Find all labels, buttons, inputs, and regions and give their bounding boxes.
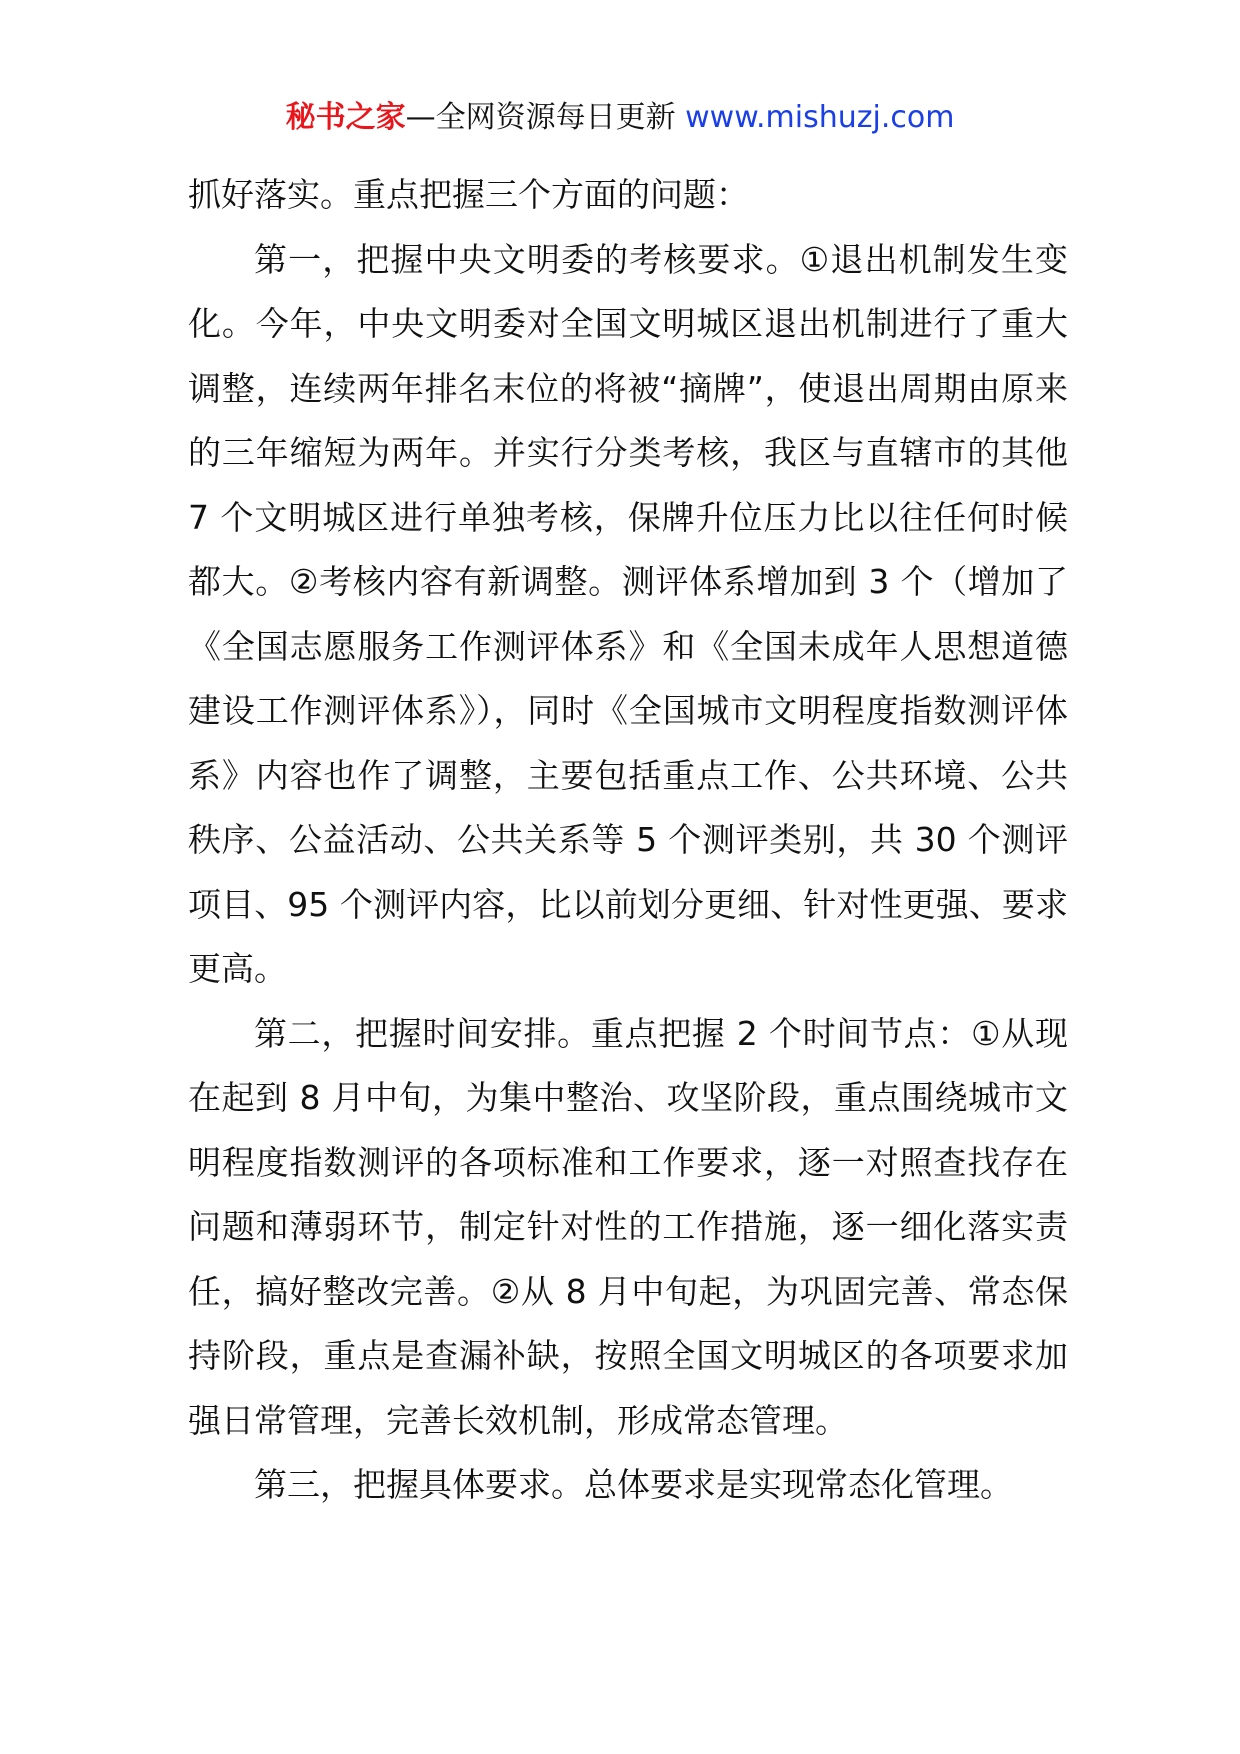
paragraph-first-point: 第一，把握中央文明委的考核要求。①退出机制发生变化。今年，中央文明委对全国文明城区退出机制进行了重大调整，连续两年排名末位的将被“摘牌”，使退出周期由原来的三年缩短为两年。并实行分类考核，我区与直辖市的其他 7 个文明城区进行单独考核，保牌升位压力比以往任何时候都大。②考核内容有新调整。测评体系增加到 3 个（增加了《全国志愿服务工作测评体系》和《全国未成年人思想道德建设工作测评体系》），同时《全国城市文明程度指数测评体系》内容也作了调整，主要包括重点工作、公共环境、公共秩序、公益活动、公共关系等 5 个测评类别，共 30 个测评项目、95 个测评内容，比以前划分更细、针对性更强、要求更高。: [188, 239, 1068, 988]
website-link[interactable]: www.mishuzj.com: [685, 100, 955, 135]
header-tagline: —全网资源每日更新: [405, 100, 686, 135]
paragraph-continuation: 抓好落实。重点把握三个方面的问题：: [188, 175, 749, 214]
paragraph-third-point: 第三，把握具体要求。总体要求是实现常态化管理。: [254, 1465, 1013, 1504]
document-body: [188, 163, 1068, 1518]
page-header: [0, 98, 1240, 138]
brand-name: 秘书之家: [285, 100, 406, 135]
paragraph-second-point: 第二，把握时间安排。重点把握 2 个时间节点：①从现在起到 8 月中旬，为集中整治、攻坚阶段，重点围绕城市文明程度指数测评的各项标准和工作要求，逐一对照查找存在问题和薄弱环节，制定针对性的工作措施，逐一细化落实责任，搞好整改完善。②从 8 月中旬起，为巩固完善、常态保持阶段，重点是查漏补缺，按照全国文明城区的各项要求加强日常管理，完善长效机制，形成常态管理。: [188, 1013, 1068, 1440]
